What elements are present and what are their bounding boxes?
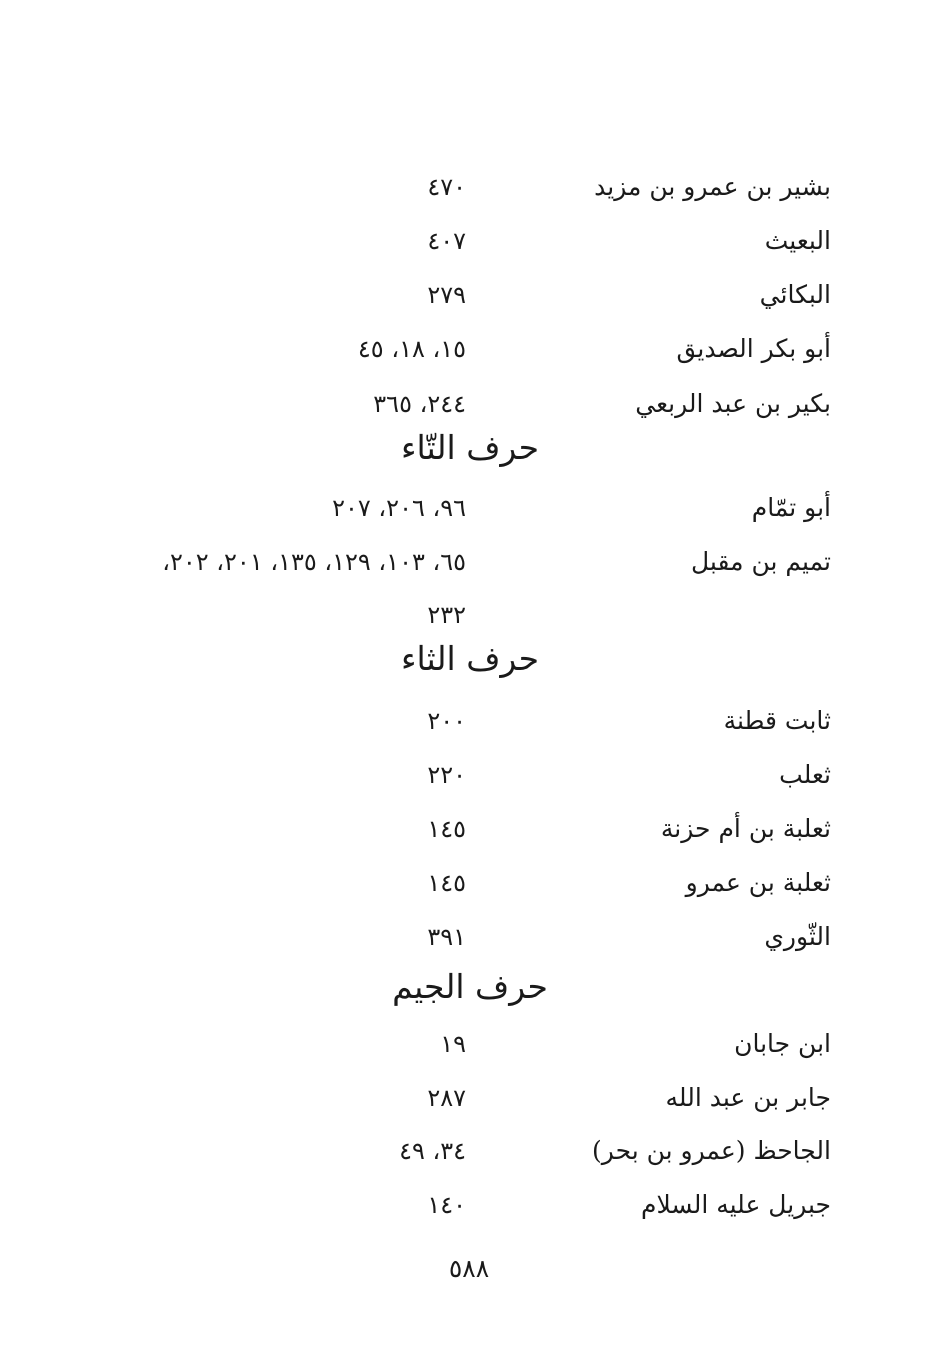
index-entry-pages: ١٤٥ [427,815,466,843]
index-entry-name: ثابت قطنة [723,706,831,735]
index-entry-pages: ٣٩١ [427,923,466,951]
index-entry-pages: ٤٠٧ [427,227,466,255]
index-entry-pages: ١٩ [440,1030,466,1058]
index-entry-pages: ٢٠٠ [427,707,466,735]
index-entry-name: جبريل عليه السلام [641,1190,831,1219]
index-entry-name: ثعلبة بن أم حزنة [660,814,831,843]
index-entry-pages: ٦٥، ١٠٣، ١٢٩، ١٣٥، ٢٠١، ٢٠٢، [162,548,466,576]
index-entry-pages: ٩٦، ٢٠٦، ٢٠٧ [332,494,466,522]
index-entry-name: تميم بن مقبل [691,547,831,576]
index-entry-name: الثّوري [764,922,831,951]
index-entry-name: أبو بكر الصديق [676,334,831,363]
index-entry-name: جابر بن عبد الله [665,1083,831,1112]
index-entry-pages: ٢٨٧ [427,1084,466,1112]
index-entry-name: البعيث [764,226,831,255]
index-entry-pages: ١٥، ١٨، ٤٥ [357,335,466,363]
index-entry-pages: ٢٢٠ [427,761,466,789]
index-entry-pages-continuation: ٢٣٢ [427,601,466,629]
index-entry-pages: ٢٧٩ [427,281,466,309]
section-heading: حرف الثاء [400,639,540,678]
index-entry-pages: ١٤٠ [427,1191,466,1219]
index-entry-pages: ٢٤٤، ٣٦٥ [373,390,466,418]
index-entry-name: ابن جابان [734,1029,831,1058]
index-entry-pages: ١٤٥ [427,869,466,897]
index-entry-name: بكير بن عبد الربعي [635,389,831,418]
section-heading: حرف التّاء [400,428,540,467]
index-entry-name: ثعلبة بن عمرو [685,868,831,897]
index-entry-name: ثعلب [779,760,831,789]
index-entry-name: الجاحظ (عمرو بن بحر) [592,1136,831,1165]
page-number: ٥٨٨ [448,1254,490,1283]
index-entry-name: البكائي [759,280,831,309]
index-entry-pages: ٣٤، ٤٩ [399,1137,466,1165]
index-entry-name: أبو تمّام [751,493,831,522]
index-entry-pages: ٤٧٠ [427,173,466,201]
section-heading: حرف الجيم [392,967,548,1006]
index-entry-name: بشير بن عمرو بن مزيد [594,172,831,201]
